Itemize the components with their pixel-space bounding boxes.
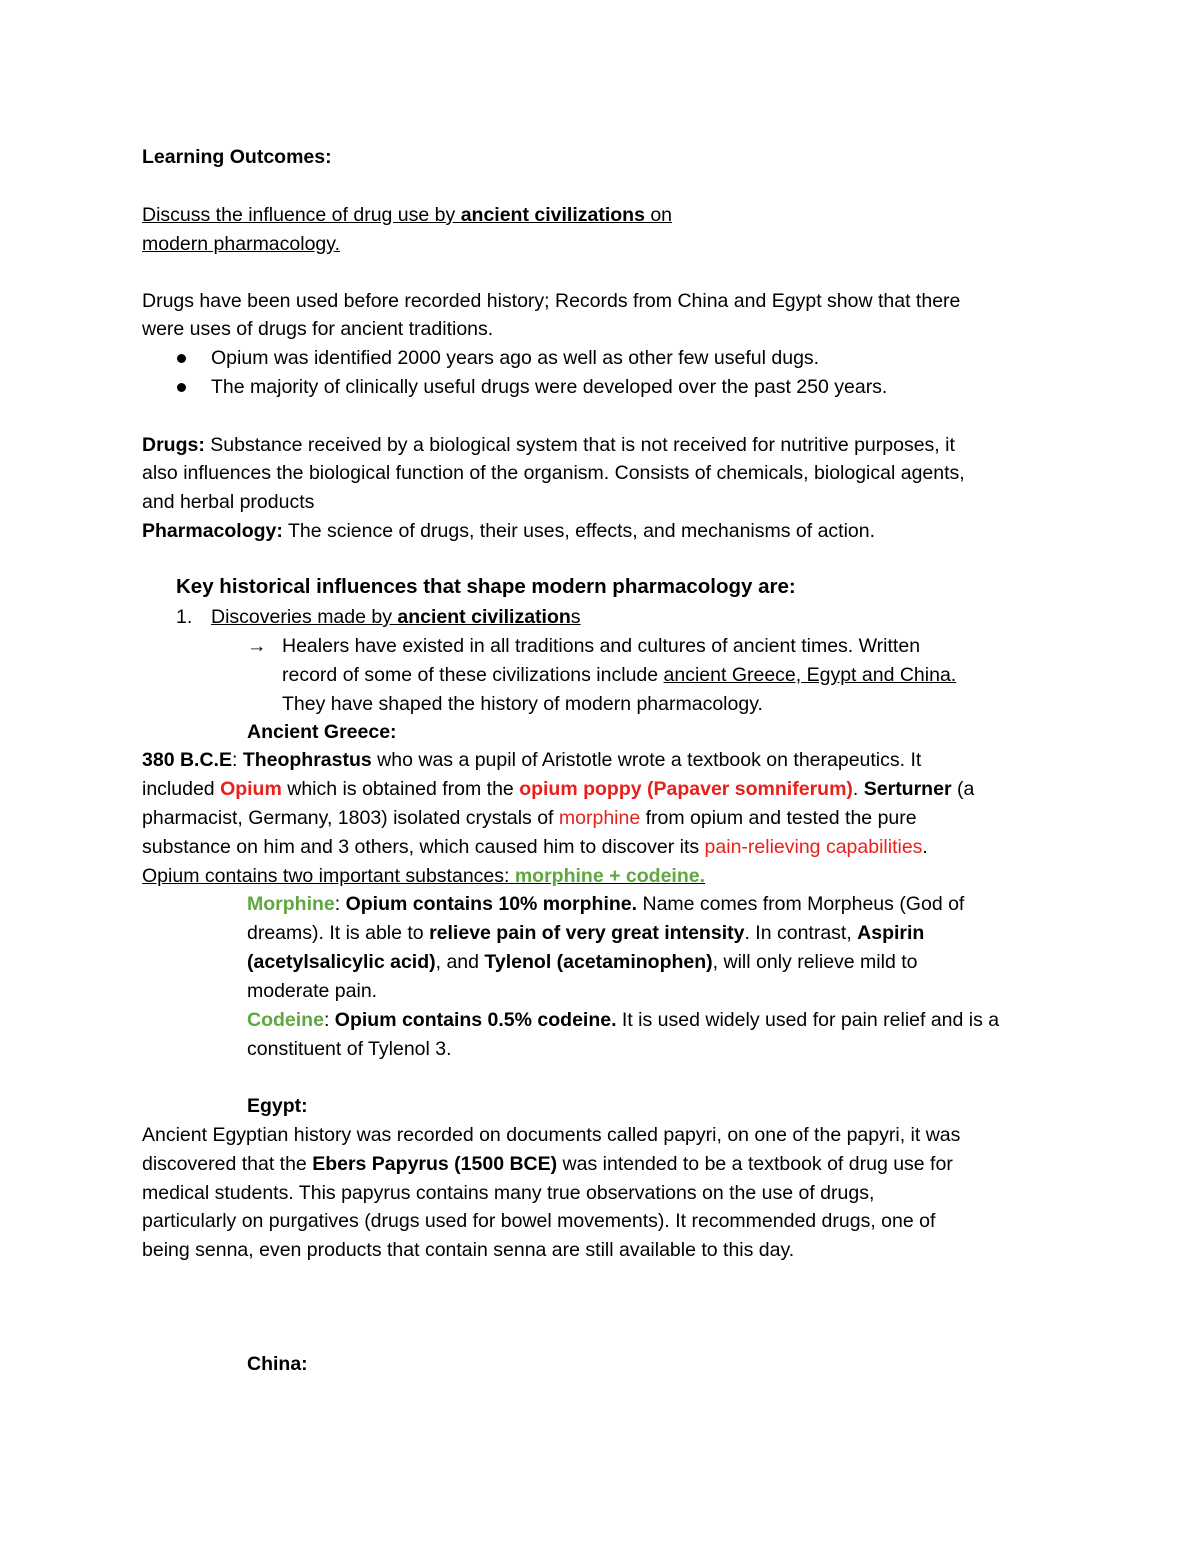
- morphine-line-2: dreams). It is able to relieve pain of very great intensity. In contrast, Aspirin: [247, 922, 925, 944]
- bullet-dot-icon: [177, 354, 186, 363]
- bullet-item-1: Opium was identified 2000 years ago as well as other few useful dugs.: [211, 347, 820, 369]
- egypt-heading: Egypt:: [247, 1095, 308, 1117]
- learning-outcomes-heading: Learning Outcomes:: [142, 146, 332, 168]
- healers-line-1: Healers have existed in all traditions and cultures of ancient times. Written: [282, 635, 921, 657]
- greece-line-5: Opium contains two important substances: morphine + codeine.: [142, 865, 706, 887]
- outcome-line-2: modern pharmacology.: [142, 233, 340, 255]
- greece-line-3: pharmacist, Germany, 1803) isolated crystals of morphine from opium and tested the pure: [142, 807, 917, 829]
- list-item-discoveries: Discoveries made by ancient civilizations: [211, 606, 581, 628]
- egypt-line-2: discovered that the Ebers Papyrus (1500 BCE) was intended to be a textbook of drug use for: [142, 1153, 953, 1175]
- bullet-dot-icon: [177, 383, 186, 392]
- morphine-line-4: moderate pain.: [247, 980, 378, 1002]
- codeine-line-1: Codeine: Opium contains 0.5% codeine. It is used widely used for pain relief and is a: [247, 1009, 1000, 1031]
- egypt-line-1: Ancient Egyptian history was recorded on documents called papyri, on one of the papyri, it was: [142, 1124, 961, 1146]
- codeine-line-2: constituent of Tylenol 3.: [247, 1038, 452, 1060]
- morphine-line-3: (acetylsalicylic acid), and Tylenol (acetaminophen), will only relieve mild to: [247, 951, 918, 973]
- arrow-icon: →: [247, 635, 267, 657]
- egypt-line-3: medical students. This papyrus contains many true observations on the use of drugs,: [142, 1182, 875, 1204]
- drugs-definition-line-2: also influences the biological function of the organism. Consists of chemicals, biological agents,: [142, 462, 965, 484]
- intro-line-1: Drugs have been used before recorded history; Records from China and Egypt show that there: [142, 290, 961, 312]
- china-heading: China:: [247, 1353, 308, 1375]
- outcome-line-1: Discuss the influence of drug use by ancient civilizations on: [142, 204, 673, 226]
- egypt-line-4: particularly on purgatives (drugs used for bowel movements). It recommended drugs, one of: [142, 1210, 936, 1232]
- intro-line-2: were uses of drugs for ancient traditions.: [142, 318, 494, 340]
- healers-line-3: They have shaped the history of modern pharmacology.: [282, 693, 763, 715]
- drugs-definition-line-1: Drugs: Substance received by a biological system that is not received for nutritive purposes, it: [142, 434, 955, 456]
- greece-line-2: included Opium which is obtained from the opium poppy (Papaver somniferum). Serturner (a: [142, 778, 975, 800]
- pharmacology-definition: Pharmacology: The science of drugs, their uses, effects, and mechanisms of action.: [142, 520, 876, 542]
- egypt-line-5: being senna, even products that contain senna are still available to this day.: [142, 1239, 795, 1261]
- ancient-greece-heading: Ancient Greece:: [247, 721, 397, 743]
- greece-line-4: substance on him and 3 others, which caused him to discover its pain-relieving capabilities.: [142, 836, 928, 858]
- greece-line-1: 380 B.C.E: Theophrastus who was a pupil of Aristotle wrote a textbook on therapeutics. It: [142, 749, 922, 771]
- drugs-definition-line-3: and herbal products: [142, 491, 315, 513]
- bullet-item-2: The majority of clinically useful drugs were developed over the past 250 years.: [211, 376, 888, 398]
- key-influences-heading: Key historical influences that shape modern pharmacology are:: [176, 575, 796, 598]
- morphine-line-1: Morphine: Opium contains 10% morphine. Name comes from Morpheus (God of: [247, 893, 965, 915]
- healers-line-2: record of some of these civilizations include ancient Greece, Egypt and China.: [282, 664, 957, 686]
- list-number: 1.: [176, 606, 193, 628]
